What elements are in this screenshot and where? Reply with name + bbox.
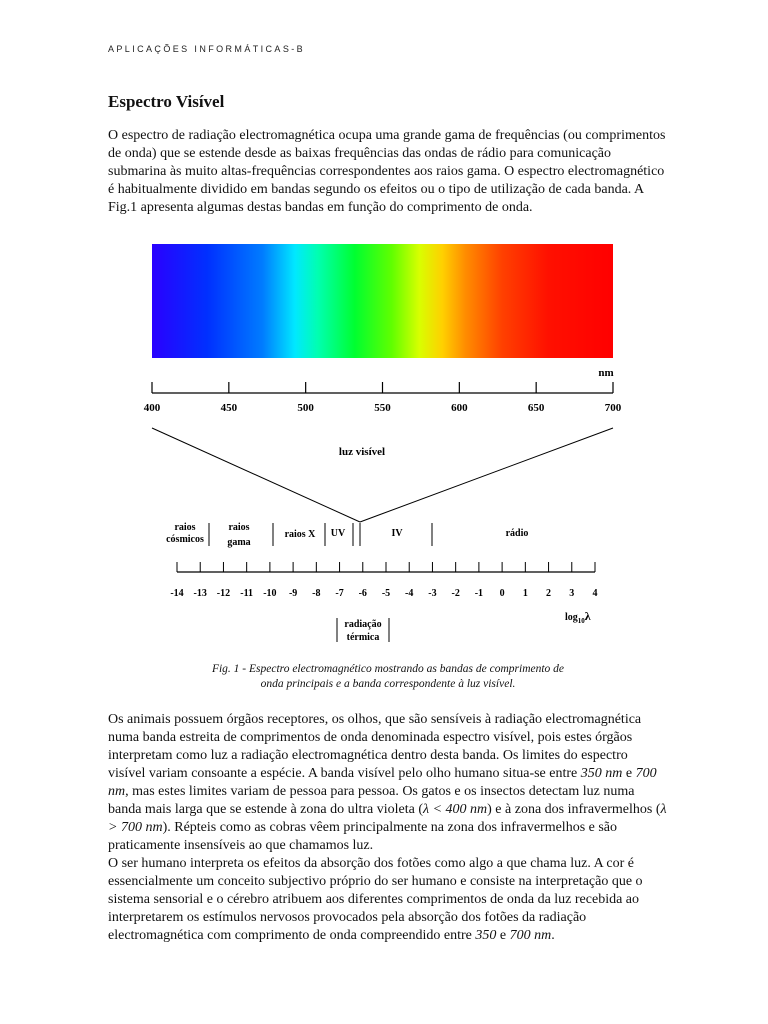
thermal-label-1: radiação <box>344 619 382 630</box>
log-tick-label: -1 <box>474 588 484 599</box>
log-tick-label: -6 <box>358 588 367 599</box>
log-tick-label: 2 <box>546 588 552 599</box>
log-tick-label: -5 <box>381 588 391 599</box>
band-xray-label: raios X <box>284 529 316 540</box>
log-tick-label: -10 <box>263 588 277 599</box>
thermal-label-2: térmica <box>346 632 380 643</box>
spectrum-diagram <box>140 240 630 650</box>
italic-run: 350 nm <box>580 766 623 781</box>
log-tick-label: -13 <box>193 588 207 599</box>
log-tick-label: -2 <box>451 588 460 599</box>
band-radio-label: rádio <box>505 528 529 539</box>
log-axis-ticks <box>170 562 597 599</box>
log-tick-label: -8 <box>312 588 321 599</box>
visible-connector-left <box>152 428 360 522</box>
spectrum-figure <box>140 240 630 655</box>
body-paragraph-1 <box>108 711 668 855</box>
band-gamma-label-1: raios <box>228 522 250 533</box>
text-run: e <box>622 766 636 781</box>
nm-tick-label: 700 <box>604 402 622 414</box>
italic-run: 700 nm <box>108 766 657 799</box>
log-tick-label: -14 <box>170 588 184 599</box>
log-tick-label: -7 <box>335 588 344 599</box>
nm-axis-ticks <box>144 382 622 414</box>
log-axis-label <box>565 609 591 625</box>
nm-tick-label: 600 <box>451 402 468 414</box>
text-run: ) e à zona dos infravermelhos ( <box>487 802 661 817</box>
nm-tick-label: 650 <box>527 402 545 414</box>
text-run: ). Répteis como as cobras vêem principalmente na zona dos infravermelhos e são praticamente insensíveis ao que chamamos luz. <box>108 820 618 853</box>
nm-tick-label: 550 <box>374 402 391 414</box>
caption-line-2: onda principais e a banda correspondente à luz visível. <box>260 678 516 690</box>
band-uv-label: UV <box>330 528 346 539</box>
intro-paragraph: O espectro de radiação electromagnética ocupa uma grande gama de frequências (ou comprimentos de onda) que se estende desde as baixas frequências das ondas de rádio para comunicação submarina às muito altas-frequências correspondentes aos raios gama. O espectro electromagnético é habitualmente dividido em bandas segundo os efeitos ou o tipo de utilização de cada banda. A Fig.1 apresenta algumas destas bandas em função do comprimento de onda. <box>108 128 666 215</box>
nm-tick-label: 500 <box>297 402 314 414</box>
visible-light-label: luz visível <box>338 446 386 458</box>
caption-line-1: Fig. 1 - Espectro electromagnético mostrando as bandas de comprimento de <box>211 663 565 675</box>
section-title: Espectro Visível <box>108 92 225 111</box>
italic-run: 350 <box>475 928 497 943</box>
italic-run: λ < 400 nm <box>423 802 488 817</box>
band-gamma-label-2: gama <box>227 537 251 548</box>
italic-run: 700 nm <box>509 928 552 943</box>
log-axis-label-lambda: λ <box>584 609 591 623</box>
text-run: Os animais possuem órgãos receptores, os olhos, que são sensíveis à radiação electromagnética numa banda estreita de comprimentos de onda denominada espectro visível, pois estes órgãos interpretam como luz a radiação electromagnética dentro desta banda. Os limites do espectro visível variam consoante a espécie. A banda visível pelo olho humano situa-se entre <box>108 712 642 781</box>
italic-run: λ > 700 nm <box>108 802 667 835</box>
visible-connector-right <box>360 428 613 522</box>
nm-tick-label: 400 <box>143 402 161 414</box>
log-tick-label: 0 <box>499 588 505 599</box>
log-tick-label: 3 <box>569 588 575 599</box>
text-run: e <box>496 928 510 943</box>
figure-caption <box>108 662 668 692</box>
band-ir-label: IV <box>391 528 403 539</box>
log-tick-label: 4 <box>592 588 598 599</box>
visible-spectrum-bar <box>152 244 613 358</box>
log-tick-label: -4 <box>405 588 414 599</box>
log-axis-label-main: log <box>565 612 578 623</box>
log-tick-label: -9 <box>288 588 298 599</box>
log-tick-label: -3 <box>428 588 437 599</box>
log-tick-label: -12 <box>216 588 231 599</box>
log-axis-label-sub: 10 <box>577 617 585 625</box>
nm-tick-label: 450 <box>220 402 238 414</box>
body-paragraph-2 <box>108 855 668 945</box>
text-run: O ser humano interpreta os efeitos da absorção dos fotões como algo a que chama luz. A cor é essencialmente um conceito subjectivo próprio do ser humano e consiste na interpretação que o sistema sensorial e o cérebro atribuem aos diferentes comprimentos de onda da luz recebida ao interpretarem os estímulos nervosos provocados pela absorção dos fotões da radiação electromagnética com comprimento de onda compreendido entre <box>108 856 643 943</box>
text-run: . <box>551 928 555 943</box>
body-text <box>108 711 668 945</box>
nm-unit-label: nm <box>598 367 614 379</box>
band-cosmic-label-1: raios <box>174 522 196 533</box>
log-tick-label: -11 <box>240 588 254 599</box>
log-tick-label: 1 <box>522 588 528 599</box>
band-cosmic-label-2: cósmicos <box>166 534 204 545</box>
running-header: APLICAÇÕES INFORMÁTICAS-B <box>108 44 306 54</box>
text-run: , mas estes limites variam de pessoa para pessoa. Os gatos e os insectos detectam luz numa banda mais larga que se estende à zona do ultra violeta ( <box>108 784 635 817</box>
